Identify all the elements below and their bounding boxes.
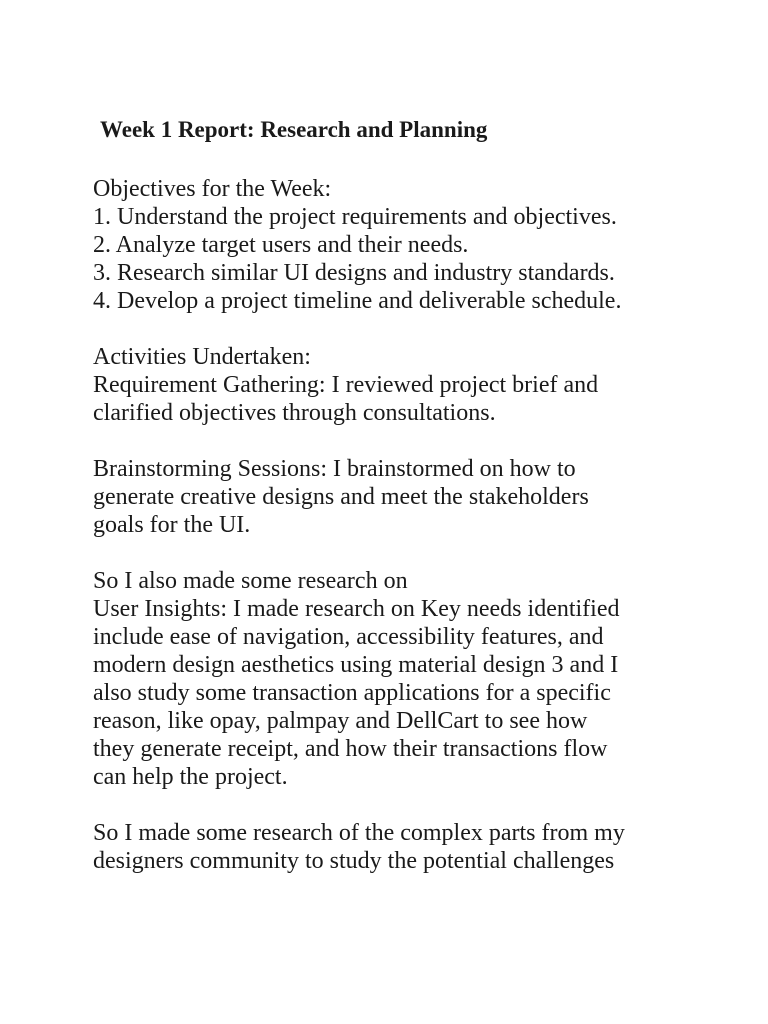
paragraph-gap	[93, 427, 713, 455]
research-text-line: include ease of navigation, accessibility features, and	[93, 624, 604, 650]
objective-item: 2. Analyze target users and their needs.	[93, 232, 469, 258]
objective-item: 4. Develop a project timeline and deliverable schedule.	[93, 288, 622, 314]
research-text-line: reason, like opay, palmpay and DellCart to see how	[93, 708, 588, 734]
report-title: Week 1 Report: Research and Planning	[100, 117, 488, 142]
research-text-line: also study some transaction applications for a specific	[93, 680, 611, 706]
paragraph-gap	[93, 539, 713, 567]
complex-section	[93, 819, 713, 875]
brainstorm-text-line: goals for the UI.	[93, 512, 251, 538]
research-text-line: modern design aesthetics using material design 3 and I	[93, 652, 619, 678]
brainstorm-section	[93, 455, 713, 539]
requirement-text-line: clarified objectives through consultations.	[93, 400, 496, 426]
complex-text-line: So I made some research of the complex parts from my	[93, 820, 625, 846]
activities-heading: Activities Undertaken:	[93, 344, 311, 370]
objectives-section	[93, 175, 713, 315]
objective-item: 3. Research similar UI designs and industry standards.	[93, 260, 615, 286]
requirement-text-line: Requirement Gathering: I reviewed project brief and	[93, 372, 599, 398]
research-section	[93, 567, 713, 791]
brainstorm-text-line: Brainstorming Sessions: I brainstormed on how to	[93, 456, 576, 482]
paragraph-gap	[93, 315, 713, 343]
report-body	[93, 175, 713, 875]
complex-text-line: designers community to study the potential challenges	[93, 848, 615, 874]
research-text-line: So I also made some research on	[93, 568, 408, 594]
research-text-line: can help the project.	[93, 764, 288, 790]
brainstorm-text-line: generate creative designs and meet the stakeholders	[93, 484, 589, 510]
objectives-heading: Objectives for the Week:	[93, 176, 332, 202]
activities-section	[93, 343, 713, 427]
research-text-line: they generate receipt, and how their transactions flow	[93, 736, 608, 762]
research-text-line: User Insights: I made research on Key needs identified	[93, 596, 620, 622]
paragraph-gap	[93, 791, 713, 819]
objective-item: 1. Understand the project requirements and objectives.	[93, 204, 617, 230]
